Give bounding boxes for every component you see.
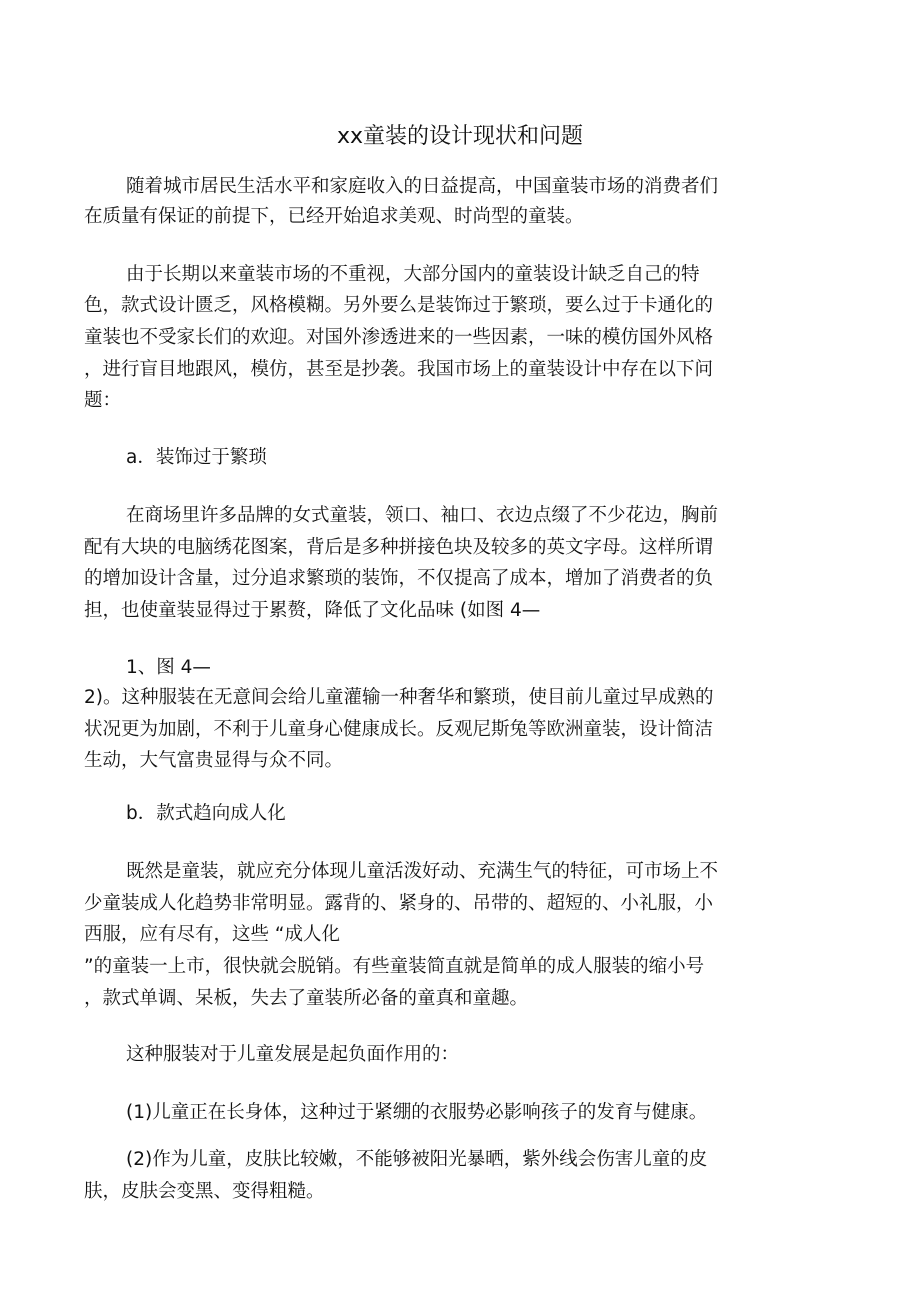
paragraph-1-line-1: 随着城市居民生活水平和家庭收入的日益提高，中国童装市场的消费者们 <box>126 176 719 197</box>
document-title: xx童装的设计现状和问题 <box>336 124 584 149</box>
section-heading-b: b．款式趋向成人化 <box>126 803 286 824</box>
paragraph-4-line-3: 生动，大气富贵显得与众不同。 <box>84 750 344 771</box>
paragraph-2-line-1: 由于长期以来童装市场的不重视，大部分国内的童装设计缺乏自己的特 <box>126 264 700 285</box>
paragraph-5-line-5: ，款式单调、呆板，失去了童装所必备的童真和童趣。 <box>84 988 529 1009</box>
paragraph-5-line-2: 少童装成人化趋势非常明显。露背的、紧身的、吊带的、超短的、小礼服，小 <box>84 893 714 914</box>
list-item-2-line-2: 肤，皮肤会变黑、变得粗糙。 <box>84 1181 325 1202</box>
paragraph-4-line-2: 状况更为加剧，不利于儿童身心健康成长。反观尼斯兔等欧洲童装，设计简洁 <box>84 719 714 740</box>
paragraph-2-line-2: 色，款式设计匮乏，风格模糊。另外要么是装饰过于繁琐，要么过于卡通化的 <box>84 295 714 316</box>
figure-reference-line: 1、图 4— <box>126 657 211 678</box>
paragraph-3-line-1: 在商场里许多品牌的女式童装，领口、袖口、衣边点缀了不少花边，胸前 <box>126 505 719 526</box>
list-item-2-line-1: (2)作为儿童，皮肤比较嫩，不能够被阳光暴晒，紫外线会伤害儿童的皮 <box>126 1149 708 1170</box>
paragraph-2-line-5: 题： <box>84 390 122 411</box>
paragraph-1-line-2: 在质量有保证的前提下，已经开始追求美观、时尚型的童装。 <box>84 206 584 227</box>
paragraph-3-line-4: 担，也使童装显得过于累赘，降低了文化品味 (如图 4— <box>84 600 541 621</box>
paragraph-5-line-1: 既然是童装，就应充分体现儿童活泼好动、充满生气的特征，可市场上不 <box>126 861 719 882</box>
paragraph-5-line-3: 西服，应有尽有，这些 “成人化 <box>84 924 340 945</box>
paragraph-3-line-3: 的增加设计含量，过分追求繁琐的装饰，不仅提高了成本，增加了消费者的负 <box>84 568 714 589</box>
paragraph-2-line-3: 童装也不受家长们的欢迎。对国外渗透进来的一些因素，一味的模仿国外风格 <box>84 327 714 348</box>
list-item-1: (1)儿童正在长身体，这种过于紧绷的衣服势必影响孩子的发育与健康。 <box>126 1102 708 1123</box>
paragraph-4-line-1: 2)。这种服装在无意间会给儿童灌输一种奢华和繁琐，使目前儿童过早成熟的 <box>84 687 714 708</box>
paragraph-2-line-4: ，进行盲目地跟风，模仿，甚至是抄袭。我国市场上的童装设计中存在以下问 <box>84 359 714 380</box>
paragraph-6-line-1: 这种服装对于儿童发展是起负面作用的： <box>126 1044 460 1065</box>
paragraph-5-line-4: ”的童装一上市，很快就会脱销。有些童装简直就是简单的成人服装的缩小号 <box>84 956 705 977</box>
paragraph-3-line-2: 配有大块的电脑绣花图案，背后是多种拼接色块及较多的英文字母。这样所谓 <box>84 537 714 558</box>
section-heading-a: a．装饰过于繁琐 <box>126 447 267 468</box>
